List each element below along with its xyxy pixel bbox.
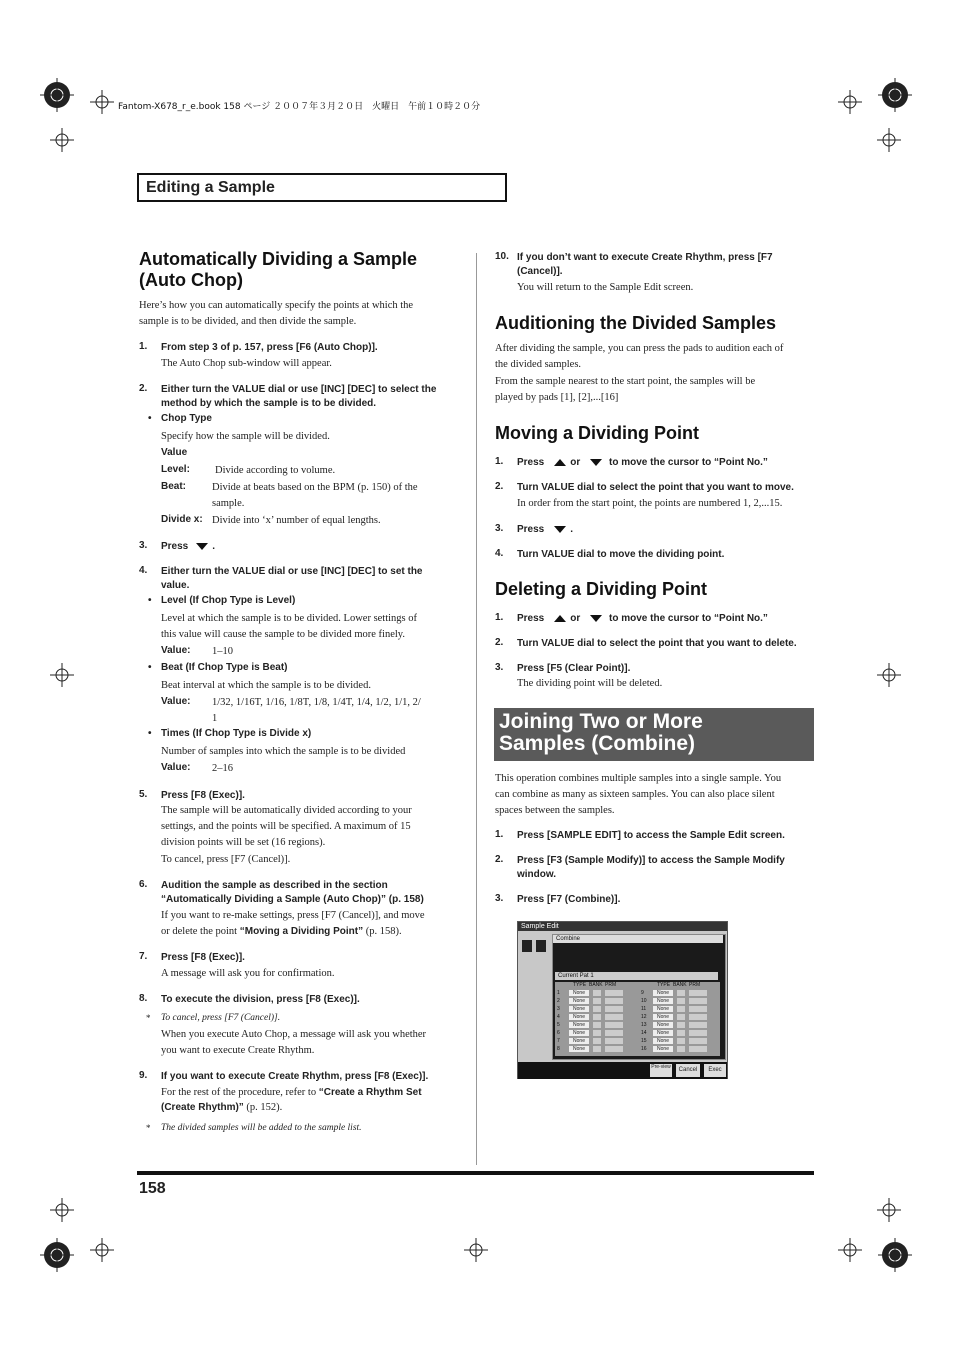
pad-number: 14 — [641, 1030, 647, 1036]
bank-cell[interactable] — [593, 1014, 601, 1020]
cursor-down-icon — [590, 615, 602, 622]
step-text: Press — [517, 524, 545, 535]
pad-number: 5 — [557, 1022, 560, 1028]
pad-number: 7 — [557, 1038, 560, 1044]
page-number: 158 — [139, 1180, 166, 1197]
step-text: or — [570, 613, 581, 624]
column-divider — [476, 253, 477, 1165]
body-text: This operation combines multiple samples into a single sample. You — [495, 773, 782, 784]
value-text: sample. — [212, 498, 245, 509]
crosshair-icon — [838, 1238, 862, 1262]
auditioning-title: Auditioning the Divided Samples — [495, 313, 777, 333]
step-number: 3. — [495, 662, 504, 673]
note-star: * — [146, 1013, 151, 1023]
bank-cell[interactable] — [593, 1038, 601, 1044]
pad-number: 10 — [641, 998, 647, 1004]
body-text: the divided samples. — [495, 359, 582, 370]
sample-cell[interactable]: None — [569, 998, 589, 1004]
bank-cell[interactable] — [593, 1046, 601, 1052]
prm-cell[interactable] — [689, 1014, 707, 1020]
prm-cell[interactable] — [605, 1014, 623, 1020]
step-body: A message will ask you for confirmation. — [161, 968, 335, 979]
step-text: (Cancel)]. — [517, 266, 563, 277]
pad-number: 9 — [641, 990, 644, 996]
value-label: Value: — [161, 645, 191, 656]
step-text: Press [F8 (Exec)]. — [161, 790, 245, 801]
param-name: Level (If Chop Type is Level) — [161, 595, 296, 606]
step-text: Audition the sample as described in the section — [161, 880, 388, 891]
step-body: The Auto Chop sub-window will appear. — [161, 358, 332, 369]
bullet: • — [148, 595, 152, 606]
step-number: 2. — [495, 854, 504, 865]
prm-cell[interactable] — [689, 990, 707, 996]
prm-cell[interactable] — [605, 990, 623, 996]
crosshair-icon — [464, 1238, 488, 1262]
bank-cell[interactable] — [677, 1006, 685, 1012]
step-text: or — [570, 457, 581, 468]
column-header: PRM — [689, 982, 701, 988]
bullet: • — [148, 413, 152, 424]
registration-mark-icon — [878, 1238, 912, 1272]
step-body: The dividing point will be deleted. — [517, 678, 663, 689]
bank-cell[interactable] — [677, 990, 685, 996]
intro-line: Here’s how you can automatically specify the points at which the — [139, 300, 414, 311]
param-body: Specify how the sample will be divided. — [161, 431, 330, 442]
step-number: 1. — [495, 612, 504, 623]
note-text: To cancel, press [F7 (Cancel)]. — [161, 1013, 281, 1023]
step-text: Press — [161, 541, 189, 552]
step-number: 3. — [495, 523, 504, 534]
bank-cell[interactable] — [593, 1022, 601, 1028]
step-text: If you don’t want to execute Create Rhythm, press [F7 — [517, 252, 773, 263]
auto-chop-title-2: (Auto Chop) — [139, 270, 243, 290]
bullet: • — [148, 662, 152, 673]
deleting-title: Deleting a Dividing Point — [495, 579, 708, 599]
moving-title: Moving a Dividing Point — [495, 423, 699, 443]
step-text: value. — [161, 580, 190, 591]
step-text — [517, 523, 573, 537]
step-body: you want to execute Create Rhythm. — [161, 1045, 315, 1056]
cursor-up-icon — [554, 615, 566, 622]
value-text: 2–16 — [212, 763, 233, 774]
combine-title-2: Samples (Combine) — [499, 732, 696, 755]
sample-cell[interactable]: None — [653, 1022, 673, 1028]
step-text: Turn VALUE dial to move the dividing point. — [517, 549, 725, 560]
intro-line: sample is to be divided, and then divide the sample. — [139, 316, 357, 327]
value-text: Divide at beats based on the BPM (p. 150) of the — [212, 482, 418, 493]
bank-cell[interactable] — [593, 990, 601, 996]
step-number: 3. — [495, 893, 504, 904]
step-text — [517, 456, 768, 470]
step-body: settings, and the points will be specified. A maximum of 15 — [161, 821, 411, 832]
right-arrow-icon — [536, 940, 546, 952]
sample-cell[interactable]: None — [569, 1046, 589, 1052]
section-title: Editing a Sample — [146, 179, 275, 196]
cursor-up-icon — [554, 459, 566, 466]
sample-cell[interactable]: None — [569, 1038, 589, 1044]
page-bar — [137, 1171, 814, 1175]
value-text: Divide into ‘x’ number of equal lengths. — [212, 515, 381, 526]
step-body: For the rest of the procedure, refer to — [161, 1087, 317, 1098]
step-number: 4. — [139, 565, 148, 576]
step-body: or delete the point — [161, 926, 238, 937]
exec-button[interactable]: Exec — [704, 1064, 726, 1077]
crosshair-icon — [50, 128, 74, 152]
body-text: played by pads [1], [2],...[16] — [495, 392, 619, 403]
prm-cell[interactable] — [605, 1046, 623, 1052]
pad-number: 13 — [641, 1022, 647, 1028]
step-number: 1. — [139, 341, 148, 352]
step-text: Either turn the VALUE dial or use [INC] [DEC] to select the — [161, 384, 437, 395]
cursor-down-icon — [196, 543, 208, 550]
step-body: The sample will be automatically divided according to your — [161, 805, 412, 816]
value-label: Divide x: — [161, 514, 203, 525]
param-body: this value will cause the sample to be divided more finely. — [161, 629, 405, 640]
registration-mark-icon — [878, 78, 912, 112]
pad-number: 4 — [557, 1014, 560, 1020]
step-text: to move the cursor to “Point No.” — [609, 613, 768, 624]
pad-number: 12 — [641, 1014, 647, 1020]
value-text: 1 — [212, 713, 218, 724]
param-body: Number of samples into which the sample is to be divided — [161, 746, 406, 757]
step-text: From step 3 of p. 157, press [F6 (Auto Chop)]. — [161, 342, 378, 353]
step-text: Press — [517, 613, 545, 624]
step-body — [161, 1085, 422, 1101]
preview-button[interactable]: Pre-view — [650, 1064, 672, 1077]
window-title: Combine — [556, 936, 581, 942]
crosshair-icon — [877, 663, 901, 687]
cursor-down-icon — [590, 459, 602, 466]
step-text: “Automatically Dividing a Sample (Auto Chop)” (p. 158) — [161, 894, 424, 905]
step-text: . — [212, 541, 216, 552]
cursor-down-icon — [554, 526, 566, 533]
value-label: Value: — [161, 762, 191, 773]
pad-number: 3 — [557, 1006, 560, 1012]
step-text: Either turn the VALUE dial or use [INC] [DEC] to set the — [161, 566, 423, 577]
step-text: Press [F5 (Clear Point)]. — [517, 663, 631, 674]
step-text: If you want to execute Create Rhythm, press [F8 (Exec)]. — [161, 1071, 429, 1082]
body-text: spaces between the samples. — [495, 805, 615, 816]
param-name: Beat (If Chop Type is Beat) — [161, 662, 288, 673]
step-number: 1. — [495, 829, 504, 840]
step-number: 10. — [495, 251, 509, 262]
step-body: division points will be set (16 regions). — [161, 837, 326, 848]
step-body: You will return to the Sample Edit screen. — [517, 282, 694, 293]
step-text: Press [F8 (Exec)]. — [161, 952, 245, 963]
value-heading: Value — [161, 447, 188, 458]
sample-cell[interactable]: None — [653, 1030, 673, 1036]
step-text: . — [570, 524, 574, 535]
cross-reference: “Create a Rhythm Set — [318, 1087, 422, 1098]
value-text: 1–10 — [212, 646, 233, 657]
sample-cell[interactable]: None — [569, 1014, 589, 1020]
step-number: 7. — [139, 951, 148, 962]
sample-edit-screen — [517, 921, 728, 1079]
crosshair-icon — [90, 1238, 114, 1262]
prm-cell[interactable] — [605, 1022, 623, 1028]
value-label: Beat: — [161, 481, 187, 492]
value-text: Divide according to volume. — [215, 465, 336, 476]
crosshair-icon — [90, 90, 114, 114]
pad-number: 16 — [641, 1046, 647, 1052]
bank-cell[interactable] — [593, 1006, 601, 1012]
crosshair-icon — [50, 1198, 74, 1222]
crosshair-icon — [838, 90, 862, 114]
sample-cell[interactable]: None — [653, 1006, 673, 1012]
value-label: Level: — [161, 464, 190, 475]
cancel-button[interactable]: Cancel — [676, 1064, 700, 1077]
combine-title-1: Joining Two or More — [499, 710, 703, 733]
step-number: 9. — [139, 1070, 148, 1081]
prm-cell[interactable] — [689, 1006, 707, 1012]
column-header: PRM — [605, 982, 617, 988]
bank-cell[interactable] — [677, 1022, 685, 1028]
pad-number: 1 — [557, 990, 560, 996]
screen-title: Sample Edit — [521, 923, 559, 930]
column-header: BANK — [673, 982, 687, 988]
prm-cell[interactable] — [605, 1006, 623, 1012]
column-header: TYPE — [657, 982, 671, 988]
prm-cell[interactable] — [689, 1046, 707, 1052]
left-arrow-icon — [522, 940, 532, 952]
value-text: 1/32, 1/16T, 1/16, 1/8T, 1/8, 1/4T, 1/4, 1/2, 1/1, 2/ — [212, 697, 421, 708]
step-body: If you want to re-make settings, press [F7 (Cancel)], and move — [161, 910, 425, 921]
sample-cell[interactable]: None — [653, 1014, 673, 1020]
step-body: When you execute Auto Chop, a message will ask you whether — [161, 1029, 427, 1040]
param-name: Chop Type — [161, 413, 212, 424]
value-label: Value: — [161, 696, 191, 707]
body-text: From the sample nearest to the start point, the samples will be — [495, 376, 756, 387]
prm-cell[interactable] — [689, 1038, 707, 1044]
step-text: To execute the division, press [F8 (Exec)]. — [161, 994, 360, 1005]
bullet: • — [148, 728, 152, 739]
bank-cell[interactable] — [677, 1046, 685, 1052]
step-number: 2. — [495, 637, 504, 648]
step-number: 3. — [139, 540, 148, 551]
sample-cell[interactable]: None — [653, 990, 673, 996]
note-text: The divided samples will be added to the sample list. — [161, 1123, 362, 1133]
prm-cell[interactable] — [605, 1038, 623, 1044]
print-header: Fantom-X678_r_e.book 158 ページ ２００７年３月２０日 火曜日 午前１０時２０分 — [118, 102, 481, 112]
step-body — [161, 924, 402, 940]
param-name: Times (If Chop Type is Divide x) — [161, 728, 312, 739]
step-text: Press [SAMPLE EDIT] to access the Sample Edit screen. — [517, 830, 785, 841]
pad-number: 8 — [557, 1046, 560, 1052]
prm-cell[interactable] — [605, 998, 623, 1004]
step-number: 4. — [495, 548, 504, 559]
bank-cell[interactable] — [677, 1030, 685, 1036]
step-number: 2. — [495, 481, 504, 492]
sample-cell[interactable]: None — [653, 1038, 673, 1044]
crosshair-icon — [877, 128, 901, 152]
sample-cell[interactable]: None — [569, 1022, 589, 1028]
sample-cell[interactable]: None — [569, 1006, 589, 1012]
step-text: Turn VALUE dial to select the point that you want to delete. — [517, 638, 797, 649]
prm-cell[interactable] — [689, 998, 707, 1004]
sample-cell[interactable]: None — [569, 1030, 589, 1036]
step-number: 6. — [139, 879, 148, 890]
cross-reference: “Moving a Dividing Point” — [239, 926, 364, 937]
step-text — [161, 540, 215, 554]
prm-cell[interactable] — [605, 1030, 623, 1036]
bank-cell[interactable] — [593, 1030, 601, 1036]
param-body: Level at which the sample is to be divided. Lower settings of — [161, 613, 418, 624]
step-text: Press — [517, 457, 545, 468]
step-body: To cancel, press [F7 (Cancel)]. — [161, 854, 291, 865]
bank-cell[interactable] — [593, 998, 601, 1004]
bank-cell[interactable] — [677, 1038, 685, 1044]
registration-mark-icon — [40, 78, 74, 112]
column-header: BANK — [589, 982, 603, 988]
prm-cell[interactable] — [689, 1030, 707, 1036]
step-body — [161, 1100, 282, 1116]
column-header: TYPE — [573, 982, 587, 988]
step-text: method by which the sample is to be divided. — [161, 398, 377, 409]
step-number: 8. — [139, 993, 148, 1004]
pad-number: 2 — [557, 998, 560, 1004]
step-text: window. — [517, 869, 557, 880]
step-number: 2. — [139, 383, 148, 394]
sample-cell[interactable]: None — [569, 990, 589, 996]
registration-mark-icon — [40, 1238, 74, 1272]
step-body: (p. 158). — [365, 926, 402, 937]
prm-cell[interactable] — [689, 1022, 707, 1028]
step-text: Press [F3 (Sample Modify)] to access the Sample Modify — [517, 855, 785, 866]
bank-cell[interactable] — [677, 1014, 685, 1020]
step-body: In order from the start point, the points are numbered 1, 2,...15. — [517, 498, 783, 509]
pad-number: 15 — [641, 1038, 647, 1044]
sample-cell[interactable]: None — [653, 1046, 673, 1052]
crosshair-icon — [877, 1198, 901, 1222]
crosshair-icon — [50, 663, 74, 687]
combine-table — [555, 982, 720, 1056]
body-text: can combine as many as sixteen samples. You can also place silent — [495, 789, 775, 800]
sample-cell[interactable]: None — [653, 998, 673, 1004]
step-number: 5. — [139, 789, 148, 800]
body-text: After dividing the sample, you can press the pads to audition each of — [495, 343, 784, 354]
current-pad: Current Pat 1 — [558, 973, 594, 979]
note-star: * — [146, 1123, 151, 1133]
auto-chop-title-1: Automatically Dividing a Sample — [139, 249, 418, 269]
step-body: (p. 152). — [246, 1102, 283, 1113]
step-text: Turn VALUE dial to select the point that you want to move. — [517, 482, 794, 493]
pad-number: 6 — [557, 1030, 560, 1036]
bank-cell[interactable] — [677, 998, 685, 1004]
param-body: Beat interval at which the sample is to be divided. — [161, 680, 371, 691]
step-text: Press [F7 (Combine)]. — [517, 894, 621, 905]
step-text: to move the cursor to “Point No.” — [609, 457, 768, 468]
cross-reference: (Create Rhythm)” — [161, 1102, 244, 1113]
pad-number: 11 — [641, 1006, 647, 1012]
step-text — [517, 612, 768, 626]
step-number: 1. — [495, 456, 504, 467]
